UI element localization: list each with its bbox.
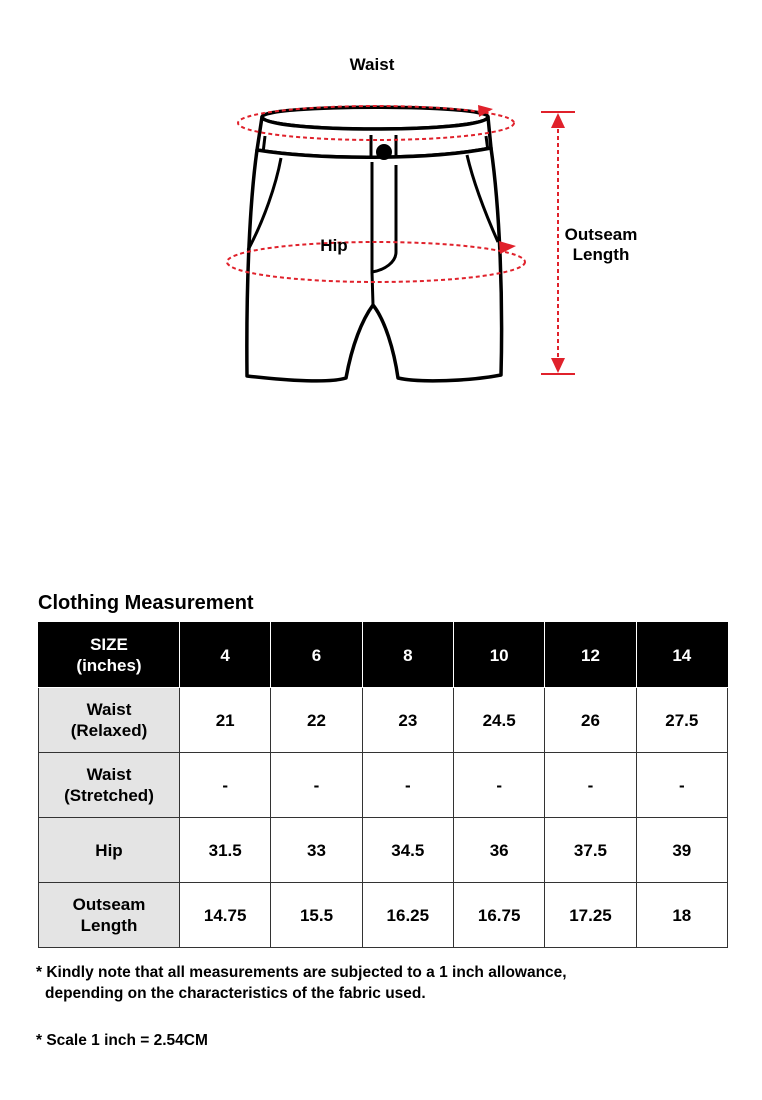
shorts-body	[247, 148, 502, 381]
table-row	[39, 688, 728, 753]
table-cell: 24.5	[453, 688, 544, 753]
table-cell: 15.5	[271, 883, 362, 948]
row-label: Waist (Relaxed)	[39, 688, 180, 753]
table-row	[39, 753, 728, 818]
section-title: Clothing Measurement	[38, 592, 254, 614]
shorts-measurement-diagram	[0, 0, 762, 420]
size-header: 12	[545, 623, 636, 688]
size-header-label: SIZE (inches)	[39, 623, 180, 688]
allowance-note-line1: * Kindly note that all measurements are subjected to a 1 inch allowance,	[36, 964, 567, 981]
table-cell: 27.5	[636, 688, 727, 753]
outseam-label	[546, 225, 656, 265]
table-cell: 16.75	[453, 883, 544, 948]
crotch-seam	[372, 272, 373, 305]
allowance-note-line2: depending on the characteristics of the fabric used.	[45, 985, 426, 1002]
row-label: Hip	[39, 818, 180, 883]
table-cell: 14.75	[180, 883, 271, 948]
size-header: 14	[636, 623, 727, 688]
table-cell: -	[636, 753, 727, 818]
size-header: 6	[271, 623, 362, 688]
row-label: Outseam Length	[39, 883, 180, 948]
table-cell: 33	[271, 818, 362, 883]
table-cell: 23	[362, 688, 453, 753]
table-cell: 39	[636, 818, 727, 883]
row-label: Waist (Stretched)	[39, 753, 180, 818]
allowance-note	[36, 962, 567, 1004]
table-cell: 36	[453, 818, 544, 883]
hip-label: Hip	[320, 236, 348, 255]
size-header: 8	[362, 623, 453, 688]
size-chart-table	[38, 622, 728, 948]
table-cell: -	[271, 753, 362, 818]
outseam-arrow-down-icon	[551, 358, 565, 373]
table-cell: 17.25	[545, 883, 636, 948]
table-cell: 37.5	[545, 818, 636, 883]
table-cell: 16.25	[362, 883, 453, 948]
table-cell: 21	[180, 688, 271, 753]
size-header: 10	[453, 623, 544, 688]
outseam-arrow-up-icon	[551, 113, 565, 128]
table-cell: 31.5	[180, 818, 271, 883]
size-header: 4	[180, 623, 271, 688]
table-cell: 18	[636, 883, 727, 948]
button-icon	[376, 144, 392, 160]
table-row	[39, 883, 728, 948]
table-cell: 34.5	[362, 818, 453, 883]
outseam-label-line2: Length	[572, 245, 630, 264]
outseam-label-line1: Outseam	[564, 225, 638, 244]
table-cell: -	[453, 753, 544, 818]
table-cell: -	[180, 753, 271, 818]
scale-note: * Scale 1 inch = 2.54CM	[36, 1032, 208, 1049]
table-cell: -	[362, 753, 453, 818]
table-cell: 26	[545, 688, 636, 753]
table-row	[39, 818, 728, 883]
waist-label: Waist	[349, 55, 395, 74]
table-cell: -	[545, 753, 636, 818]
table-cell: 22	[271, 688, 362, 753]
table-header-row	[39, 623, 728, 688]
